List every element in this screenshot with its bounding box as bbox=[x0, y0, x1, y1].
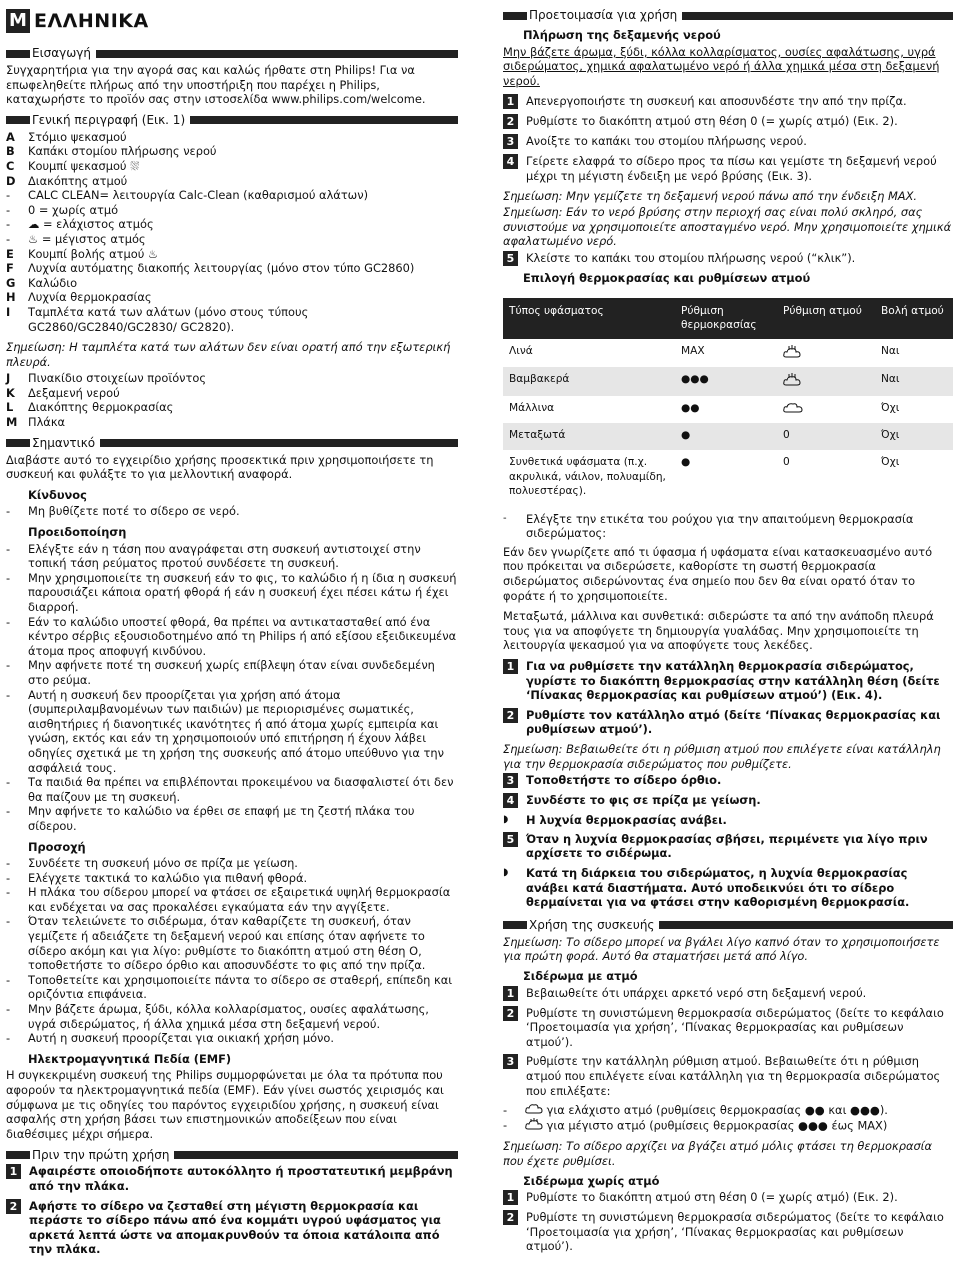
table-cell: ● bbox=[675, 423, 777, 450]
list-item: F Λυχνία αυτόματης διακοπής λειτουργίας (μόνο στον τύπο GC2860) bbox=[6, 261, 415, 276]
list-item: - Εάν το καλώδιο υποστεί φθορά, θα πρέπει να αντικατασταθεί από ένα κέντρο σέρβις εξουσιοδοτημένο από τη Philips ή από εξίσου εξειδικευμένα άτομα προς αποφυγή κινδύνου. bbox=[6, 614, 457, 658]
table-cell: Ναι bbox=[881, 344, 900, 357]
step-item: 3 Ρυθμίστε την κατάλληλη ρύθμιση ατμού. Βεβαιωθείτε ότι η ρύθμιση ατμού που επιλέγετε είναι κατάλληλη για τη θερμοκρασία σιδερώματος που επιλέξατε: bbox=[503, 1054, 953, 1098]
step-item: 1 Απενεργοποιήστε τη συσκευή και αποσυνδέστε την από την πρίζα. bbox=[503, 94, 953, 109]
table-header-fabric: Τύπος υφάσματος bbox=[503, 298, 675, 339]
first-use-steps bbox=[6, 1164, 458, 1257]
table-cell: Βαμβακερά bbox=[503, 367, 675, 396]
prep-note-1: Σημείωση: Μην γεμίζετε τη δεξαμενή νερού πάνω από την ένδειξη MAX. bbox=[503, 188, 917, 203]
list-item: J Πινακίδιο στοιχείων προϊόντος bbox=[6, 371, 207, 386]
table-cell: Λινά bbox=[509, 344, 533, 357]
list-item: D Διακόπτης ατμού bbox=[6, 173, 128, 188]
general-note: Σημείωση: Η ταμπλέτα κατά των αλάτων δεν είναι ορατή από την εξωτερική πλευρά. bbox=[6, 340, 451, 369]
select-title: Επιλογή θερμοκρασίας και ρυθμίσεων ατμού bbox=[523, 270, 811, 285]
table-cell: Όχι bbox=[875, 423, 953, 450]
warning-title: Προειδοποίηση bbox=[28, 525, 127, 540]
step-item: 1 Για να ρυθμίσετε την κατάλληλη θερμοκρασία σιδερώματος, γυρίστε το διακόπτη θερμοκρασίας στην κατάλληλη θέση (δείτε ‘Πίνακας θερμοκρασίας και ρυθμίσεων ατμού’) (Εικ. 4). bbox=[503, 659, 953, 703]
select-note: Σημείωση: Βεβαιωθείτε ότι η ρύθμιση ατμού που επιλέγετε είναι κατάλληλη για την θερμοκρασία σιδερώματος που ρυθμίζετε. bbox=[503, 742, 941, 771]
steam-note: Σημείωση: Το σίδερο αρχίζει να βγάζει ατμό μόλις φτάσει τη θερμοκρασία που έχετε ρυθμίσει. bbox=[503, 1139, 933, 1169]
language-title: ΕΛΛΗΝΙΚΑ bbox=[34, 9, 149, 32]
table-cell: 0 bbox=[783, 455, 790, 468]
select-bullet: - Ελέγξτε την ετικέτα του ρούχου για την απαιτούμενη θερμοκρασία σιδερώματος: bbox=[503, 511, 914, 541]
min-steam-icon bbox=[777, 396, 875, 423]
list-item: E Κουμπί βολής ατμού ♨ bbox=[6, 246, 159, 261]
step-number: 3 bbox=[503, 1054, 518, 1069]
table-row bbox=[503, 450, 953, 504]
step-item: 3 Ανοίξτε το καπάκι του στομίου πλήρωσης νερού. bbox=[503, 134, 953, 149]
steam-steps bbox=[503, 986, 953, 1099]
select-steps bbox=[503, 659, 953, 737]
section-important-heading: Σημαντικό bbox=[6, 436, 458, 451]
table-cell: ●● bbox=[681, 401, 700, 414]
dry-title: Σιδέρωμα χωρίς ατμό bbox=[523, 1173, 660, 1188]
caution-title: Προσοχή bbox=[28, 839, 86, 854]
list-item: - Μην αφήνετε το καλώδιο να έρθει σε επαφή με τη ζεστή πλάκα του σίδερου. bbox=[6, 804, 415, 833]
step-item: 2 Ρυθμίστε τη συνιστώμενη θερμοκρασία σιδερώματος (δείτε το κεφάλαιο ‘Προετοιμασία για χρήση’, ‘Πίνακας θερμοκρασίας και ρυθμίσεων ατμού’). bbox=[503, 1210, 953, 1254]
language-header bbox=[6, 8, 458, 34]
table-header-steam: Ρύθμιση ατμού bbox=[777, 298, 875, 339]
prep-step-5: 5 Κλείστε το καπάκι του στομίου πλήρωσης νερού (“κλικ”). bbox=[503, 251, 953, 266]
dry-steps bbox=[503, 1190, 953, 1254]
step-number: 2 bbox=[503, 114, 518, 129]
step-number: 2 bbox=[503, 708, 518, 723]
table-cell: ●●● bbox=[675, 367, 777, 396]
step-number: 1 bbox=[503, 986, 518, 1001]
table-cell: Μάλλινα bbox=[509, 401, 555, 414]
step-number: 2 bbox=[6, 1199, 21, 1214]
list-item: - Τοποθετείτε και χρησιμοποιείτε πάντα το σίδερο σε σταθερή, επίπεδη και οριζόντια επιφάνεια. bbox=[6, 972, 453, 1002]
list-item: - ♨ = μέγιστος ατμός bbox=[6, 231, 146, 246]
step-number: 1 bbox=[503, 1190, 518, 1205]
table-header-shot: Βολή ατμού bbox=[875, 298, 953, 339]
steam-dash-list: - για ελάχιστο ατμό (ρυθμίσεις θερμοκρασίας ●● και ●●●). - για μέγιστο ατμό (ρυθμίσεις θερμοκρασίας ●●● έως MAX) bbox=[503, 1103, 888, 1133]
using-note: Σημείωση: Το σίδερο μπορεί να βγάλει λίγο καπνό όταν το χρησιμοποιήσετε για πρώτη φορά. Αυτό θα σταματήσει μετά από λίγο. bbox=[503, 934, 940, 964]
prep-steps bbox=[503, 94, 953, 183]
settings-table bbox=[503, 298, 953, 504]
table-row bbox=[503, 423, 953, 450]
list-item: C Κουμπί ψεκασμού ⛆ bbox=[6, 158, 140, 173]
list-item: - Μην βάζετε άρωμα, ξύδι, κόλλα κολλαρίσματος, ουσίες αφαλάτωσης, υγρά σιδερώματος, ή άλλα χημικά μέσα στη δεξαμενή νερού. bbox=[6, 1002, 429, 1031]
step-number: 2 bbox=[503, 1006, 518, 1021]
list-item: - Όταν τελειώνετε το σιδέρωμα, όταν καθαρίζετε τη συσκευή, όταν γεμίζετε ή αδειάζετε τη δεξαμενή νερού και επίσης όταν αφήνετε το σίδερο ακόμη και για λίγο: ρυθμίστε το διακόπτη ατμού στη θέση O, τοποθετήστε το σίδερο όρθιο και αποσυνδέστε το φις από την πρίζα. bbox=[6, 914, 426, 973]
max-steam-icon bbox=[777, 339, 875, 368]
list-item: A Στόμιο ψεκασμού bbox=[6, 129, 127, 144]
list-item: - CALC CLEAN= λειτουργία Calc-Clean (καθαρισμού αλάτων) bbox=[6, 188, 369, 203]
list-item: K Δεξαμενή νερού bbox=[6, 385, 120, 400]
step-number: 1 bbox=[6, 1164, 21, 1179]
table-header-temp: Ρύθμιση θερμοκρασίας bbox=[675, 298, 777, 339]
prep-note-2: Σημείωση: Εάν το νερό βρύσης στην περιοχή σας είναι πολύ σκληρό, σας συνιστούμε να χρησιμοποιείτε αποσταγμένο νερό. Μην χρησιμοποιείτε χημικά αφαλατωμένο νερό. bbox=[503, 205, 952, 249]
table-cell: Συνθετικά υφάσματα (π.χ. ακρυλικά, νάιλον, πολυαμίδη, πολυεστέρας). bbox=[509, 455, 666, 498]
table-cell: MAX bbox=[681, 344, 705, 357]
important-text: Διαβάστε αυτό το εγχειρίδιο χρήσης προσεκτικά πριν χρησιμοποιήσετε τη συσκευή και φυλάξτε το για μελλοντική αναφορά. bbox=[6, 452, 434, 482]
table-cell: ● bbox=[681, 455, 691, 468]
list-item: H Λυχνία θερμοκρασίας bbox=[6, 290, 152, 305]
select-bullet-2: ◗ Κατά τη διάρκεια του σιδερώματος, η λυχνία θερμοκρασίας ανάβει κατά διαστήματα. Αυτό υποδεικνύει ότι το σίδερο θερμαίνεται για να φτάσει στην καθορισμένη θερμοκρασία. bbox=[503, 865, 910, 910]
general-parts-list-2 bbox=[6, 371, 458, 429]
section-prep-heading: Προετοιμασία για χρήση bbox=[503, 8, 953, 23]
section-first-use-heading: Πριν την πρώτη χρήση bbox=[6, 1147, 458, 1162]
intro-text: Συγχαρητήρια για την αγορά σας και καλώς ήρθατε στη Philips! Για να επωφεληθείτε πλήρως από την υποστήριξη που παρέχει η Philips, καταχωρήστε το προϊόν σας στην ιστοσελίδα www.philips.com/welcome. bbox=[6, 63, 426, 107]
min-steam-icon bbox=[525, 1103, 543, 1118]
emf-text: Η συγκεκριμένη συσκευή της Philips συμμορφώνεται με όλα τα πρότυπα που αφορούν τα ηλεκτρομαγνητικά πεδία (EMF). Εάν γίνει σωστός χειρισμός και σύμφωνα με τις οδηγίες του παρόντος εγχειριδίου χρήσης, η συσκευή είναι ασφαλής στη χρήση βάσει των επιστημονικών αποδείξεων που είναι διαθέσιμες μέχρι σήμερα. bbox=[6, 1068, 444, 1141]
step-item: 4 Γείρετε ελαφρά το σίδερο προς τα πίσω και γεμίστε τη δεξαμενή νερού μέχρι τη μέγιστη ένδειξη με νερό βρύσης (Εικ. 3). bbox=[503, 154, 953, 183]
step-number: 1 bbox=[503, 94, 518, 109]
select-bullet-1: ◗ Η λυχνία θερμοκρασίας ανάβει. bbox=[503, 813, 727, 828]
list-item: - Μην χρησιμοποιείτε τη συσκευή εάν το φις, το καλώδιο ή η ίδια η συσκευή παρουσιάζει κάποια ορατή φθορά ή εάν η συσκευή έχει πέσει κάτω ή έχει διαρροή. bbox=[6, 570, 457, 614]
select-step-4: 4 Συνδέστε το φις σε πρίζα με γείωση. bbox=[503, 793, 953, 808]
list-item: - Μη βυθίζετε ποτέ το σίδερο σε νερό. bbox=[6, 504, 240, 519]
danger-list bbox=[6, 504, 458, 519]
list-item: L Διακόπτης θερμοκρασίας bbox=[6, 400, 174, 415]
right-column bbox=[503, 8, 953, 1259]
danger-title: Κίνδυνος bbox=[28, 487, 87, 502]
fill-title: Πλήρωση της δεξαμενής νερού bbox=[523, 28, 721, 42]
step-item: 1 Αφαιρέστε οποιοδήποτε αυτοκόλλητο ή προστατευτική μεμβράνη από την πλάκα. bbox=[6, 1164, 458, 1193]
caution-list bbox=[6, 856, 458, 1046]
emf-title: Ηλεκτρομαγνητικά Πεδία (EMF) bbox=[28, 1051, 232, 1066]
table-row bbox=[503, 367, 953, 396]
step-number: 4 bbox=[503, 154, 518, 169]
list-item: I Ταμπλέτα κατά των αλάτων (μόνο στους τύπους GC2860/GC2840/GC2830/ GC2820). bbox=[6, 304, 309, 334]
table-cell: Μεταξωτά bbox=[503, 423, 675, 450]
steam-title: Σιδέρωμα με ατμό bbox=[523, 968, 638, 983]
section-general-heading: Γενική περιγραφή (Εικ. 1) bbox=[6, 113, 458, 128]
section-using-heading: Χρήση της συσκευής bbox=[503, 918, 953, 933]
table-cell: 0 bbox=[777, 423, 875, 450]
step-item: 1 Βεβαιωθείτε ότι υπάρχει αρκετό νερό στη δεξαμενή νερού. bbox=[503, 986, 953, 1001]
list-item: M Πλάκα bbox=[6, 415, 66, 430]
max-steam-icon bbox=[777, 367, 875, 396]
list-item: - Η πλάκα του σίδερου μπορεί να φτάσει σε εξαιρετικά υψηλή θερμοκρασία και ενδέχεται να σας προκαλέσει εγκαύματα εάν την αγγίξετε. bbox=[6, 885, 451, 914]
list-item: - ☁ = ελάχιστος ατμός bbox=[6, 217, 154, 232]
list-item: - 0 = χωρίς ατμό bbox=[6, 202, 119, 217]
select-p2: Μεταξωτά, μάλλινα και συνθετικά: σιδερώστε τα από την ανάποδη πλευρά τους για να αποφύγετε τη δημιουργία γυαλάδας. Μην χρησιμοποιείτε τη λειτουργία ψεκασμού για να αποφύγετε τους λεκέδες. bbox=[503, 609, 934, 653]
language-mark: M bbox=[6, 9, 30, 33]
list-item: - Μην αφήνετε ποτέ τη συσκευή χωρίς επίβλεψη όταν είναι συνδεδεμένη στο ρεύμα. bbox=[6, 658, 435, 687]
list-item: - Αυτή η συσκευή προορίζεται για οικιακή χρήση μόνο. bbox=[6, 1031, 334, 1046]
step-number: 3 bbox=[503, 134, 518, 149]
list-item: - Συνδέετε τη συσκευή μόνο σε πρίζα με γείωση. bbox=[6, 856, 298, 871]
list-item: - Αυτή η συσκευή δεν προορίζεται για χρήση από άτομα (συμπεριλαμβανομένων των παιδιών) με περιορισμένες σωματικές, αισθητήριες ή διανοητικές ικανότητες ή από άτομα χωρίς εμπειρία και γνώση, εκτός και εάν τη χρησιμοποιούν υπό επιτήρηση ή έχουν λάβει οδηγίες σχετικά με τη χρήση της συσκευής από άτομο υπεύθυνο για την ασφάλειά τους. bbox=[6, 687, 444, 775]
step-item: 2 Αφήστε το σίδερο να ζεσταθεί στη μέγιστη θερμοκρασία και περάστε το σίδερο πάνω από ένα κομμάτι υγρού υφάσματος για αρκετά λεπτά ώστε να απομακρυνθούν τα όποια κατάλοιπα από την πλάκα. bbox=[6, 1199, 458, 1257]
list-item: - Ελέγχετε τακτικά το καλώδιο για πιθανή φθορά. bbox=[6, 870, 308, 885]
step-item: 2 Ρυθμίστε τη συνιστώμενη θερμοκρασία σιδερώματος (δείτε το κεφάλαιο ‘Προετοιμασία για χρήση’, ‘Πίνακας θερμοκρασίας και ρυθμίσεων ατμού’). bbox=[503, 1006, 953, 1050]
left-column bbox=[6, 8, 458, 1262]
list-item: G Καλώδιο bbox=[6, 275, 78, 290]
table-cell: Όχι bbox=[881, 401, 900, 414]
list-item: - Τα παιδιά θα πρέπει να επιβλέπονται προκειμένου να διασφαλιστεί ότι δεν θα παίζουν με τη συσκευή. bbox=[6, 775, 454, 804]
table-row bbox=[503, 339, 953, 368]
list-item: B Καπάκι στομίου πλήρωσης νερού bbox=[6, 144, 217, 159]
step-item: 2 Ρυθμίστε το διακόπτη ατμού στη θέση 0 (= χωρίς ατμό) (Εικ. 2). bbox=[503, 114, 953, 129]
table-cell: Όχι bbox=[881, 455, 900, 468]
select-step-5: 5 Όταν η λυχνία θερμοκρασίας σβήσει, περιμένετε για λίγο πριν αρχίσετε το σιδέρωμα. bbox=[503, 832, 953, 861]
table-cell: Ναι bbox=[875, 367, 953, 396]
fill-warning: Μην βάζετε άρωμα, ξύδι, κόλλα κολλαρίσματος, ουσίες αφαλάτωσης, υγρά σιδερώματος, χημικά αφαλατωμένο νερό ή άλλα χημικά μέσα στη δεξαμενή νερού. bbox=[503, 44, 940, 88]
step-number: 2 bbox=[503, 1210, 518, 1225]
select-p1: Εάν δεν γνωρίζετε από τι ύφασμα ή υφάσματα είναι κατασκευασμένο αυτό που πρόκειται να σιδερώσετε, καθορίστε τη σωστή θερμοκρασία σιδερώματος σιδερώνοντας ένα σημείο που δεν θα είναι ορατό όταν το φοράτε ή το χρησιμοποιείτε. bbox=[503, 544, 933, 603]
step-item: 1 Ρυθμίστε το διακόπτη ατμού στη θέση 0 (= χωρίς ατμό) (Εικ. 2). bbox=[503, 1190, 953, 1205]
table-row bbox=[503, 396, 953, 423]
step-number: 1 bbox=[503, 659, 518, 674]
step-item: 2 Ρυθμίστε τον κατάλληλο ατμό (δείτε ‘Πίνακας θερμοκρασίας και ρυθμίσεων ατμού’). bbox=[503, 708, 953, 737]
select-step-3: 3 Τοποθετήστε το σίδερο όρθιο. bbox=[503, 773, 953, 788]
warning-list bbox=[6, 542, 458, 834]
max-steam-icon bbox=[525, 1118, 543, 1134]
general-parts-list bbox=[6, 130, 458, 334]
section-intro-heading: Εισαγωγή bbox=[6, 46, 458, 61]
list-item: - Ελέγξτε εάν η τάση που αναγράφεται στη συσκευή αντιστοιχεί στην τοπική τάση ρεύματος προτού συνδέσετε τη συσκευή. bbox=[6, 541, 421, 571]
